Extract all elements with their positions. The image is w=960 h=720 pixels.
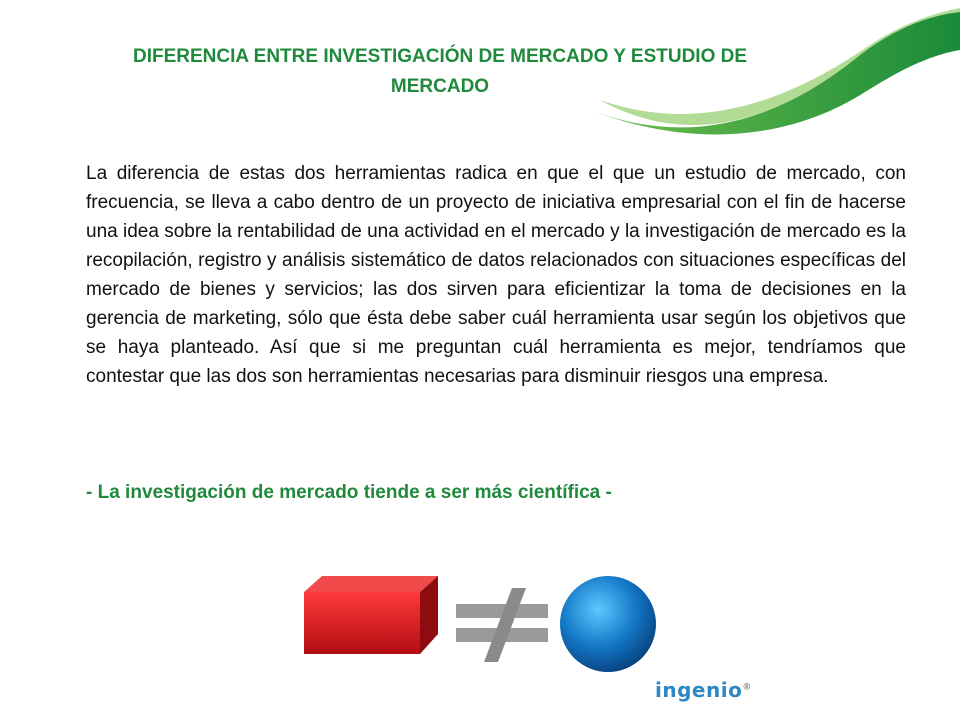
body-paragraph: La diferencia de estas dos herramientas radica en que el que un estudio de mercado, con frecuencia, se lleva a cabo dentro de un proyecto de iniciativa empresarial con el fin de hacerse una idea sobre la rentabilidad de una actividad en el mercado y la investigación de mercado es la recopilación, registro y análisis sistemático de datos relacionados con situaciones específicas del mercado de bienes y servicios; las dos sirven para eficientizar la toma de decisiones en la gerencia de marketing, sólo que ésta debe saber cuál herramienta usar según los objetivos que se haya planteado. Así que si me preguntan cuál herramienta es mejor, tendríamos que contestar que las dos son herramientas necesarias para disminuir riesgos una empresa. xyxy=(86,163,906,387)
not-equal-icon xyxy=(456,588,548,662)
highlight-statement: - La investigación de mercado tiende a ser más científica - xyxy=(86,482,612,503)
comparison-graphic xyxy=(290,570,670,680)
logo-mark: ® xyxy=(742,682,752,693)
red-cube-icon xyxy=(304,576,438,654)
logo-text: ingenio xyxy=(655,678,743,702)
blue-sphere-icon xyxy=(560,576,656,672)
ingenio-logo xyxy=(655,678,752,706)
slide-title: DIFERENCIA ENTRE INVESTIGACIÓN DE MERCADO Y ESTUDIO DE MERCADO xyxy=(132,46,748,97)
